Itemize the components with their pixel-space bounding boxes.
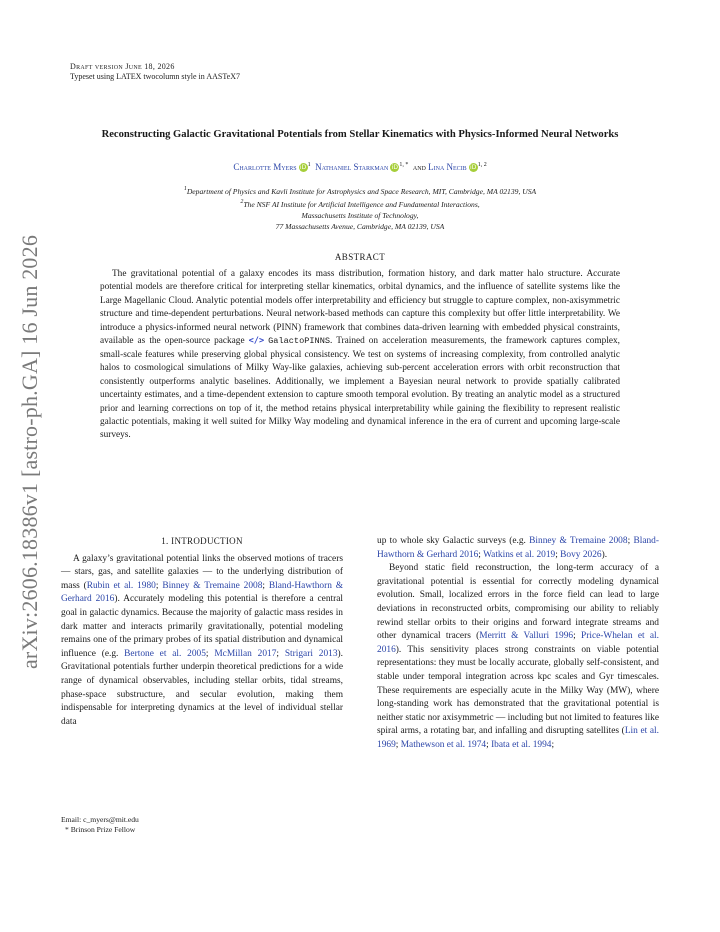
body-text: A galaxy’s gravitational potential links the observed motions of tracers — stars, gas, and satellite galaxies — to the underlying distribution of mass ( <box>61 553 343 591</box>
body-text: ; <box>555 549 561 560</box>
intro-paragraph-1 <box>61 553 343 730</box>
affiliation-1 <box>70 184 650 197</box>
affiliation-2-line3: 77 Massachusetts Avenue, Cambridge, MA 02139, USA <box>275 222 445 231</box>
body-text: ; <box>262 580 269 591</box>
body-text: ). This sensitivity places strong constraints on viable potential representations: they must be locally accurate, globally self-consistent, and stable under temporal integration across kpc scales and Gyr timescales. These requirements are especially acute in the Milky Way (MW), where long-standing work has demonstrated that the gravitational potential is neither static nor axisymmetric — including but not limited to features like spiral arms, a rotating bar, and infalling and disrupting satellites ( <box>377 644 659 737</box>
author-list <box>70 162 650 172</box>
body-text: ; <box>205 648 215 659</box>
citation-link[interactable]: Bovy 2026 <box>560 549 602 560</box>
body-text: ; <box>486 739 492 750</box>
draft-version-line: Draft version June 18, 2026 <box>70 62 175 71</box>
code-icon[interactable]: </> <box>248 336 265 347</box>
right-column <box>377 535 659 753</box>
citation-link[interactable]: Bland-Hawthorn & Gerhard 2016 <box>61 580 344 605</box>
citation-link[interactable]: McMillan 2017 <box>214 648 277 659</box>
author-affil-sup: 1, 2 <box>477 162 487 168</box>
body-text: ; <box>276 648 285 659</box>
abstract-body <box>100 268 620 443</box>
affiliation-text: The NSF AI Institute for Artificial Intelligence and Fundamental Interactions, <box>243 200 480 209</box>
citation-link[interactable]: Bland-Hawthorn & Gerhard 2016 <box>377 536 659 560</box>
affiliation-sup: 2 <box>240 199 244 205</box>
footnotes <box>61 815 343 835</box>
email-footnote: Email: c_myers@mit.edu <box>61 815 139 824</box>
affiliations <box>70 184 650 232</box>
citation-link[interactable]: Binney & Tremaine 2008 <box>529 536 628 546</box>
orcid-icon[interactable]: iD <box>299 164 307 171</box>
affiliation-2 <box>70 197 650 210</box>
body-text: ; <box>573 631 581 642</box>
citation-link[interactable]: Rubin et al. 1980 <box>86 580 156 591</box>
citation-link[interactable]: Lin et al. 1969 <box>377 726 659 750</box>
abstract-text: The gravitational potential of a galaxy encodes its mass distribution, formation history, and dark matter halo structure. Accurate potential models are therefore critical for interpreting stellar kinematics, orbital dynamics, and the influence of satellite systems like the Large Magellanic Cloud. Analytic potential models offer interpretability and efficiency but struggle to capture complex, non-axisymmetric structure and time-dependent perturbations. Neural network-based methods can capture this complexity but offer little interpretability. We introduce a physics-informed neural network (PINN) framework that combines data-driven learning with embedded physical constraints, available as the open-source package <box>100 269 620 347</box>
author-conjunction: and <box>412 162 426 172</box>
body-text: Beyond static field reconstruction, the long-term accuracy of a gravitational potential is essential for correctly modeling dynamical evolution. Small, localized errors in the force field can lead to large deviations in reconstructed orbits, compromising our ability to reliably rewind stellar orbits to their origins and forward integrate streams and other dynamical tracers ( <box>377 563 659 642</box>
body-text: ; <box>478 549 484 560</box>
orcid-icon[interactable]: iD <box>391 164 398 171</box>
fellow-footnote: * Brinson Prize Fellow <box>65 825 136 834</box>
citation-link[interactable]: Mathewson et al. 1974 <box>400 739 487 750</box>
intro-paragraph-1-continued <box>377 535 659 562</box>
package-link[interactable]: GalactoPINNS <box>268 336 331 347</box>
citation-link[interactable]: Merritt & Valluri 1996 <box>479 631 574 642</box>
paper-title: Reconstructing Galactic Gravitational Potentials from Stellar Kinematics with Physics-Informed Neural Networks <box>101 129 619 140</box>
citation-link[interactable]: Price-Whelan et al. 2016 <box>377 631 659 655</box>
body-text: ). Gravitational potentials further underpin theoretical predictions for a wide range of dynamical observables, including stellar orbits, tidal streams, phase-space substructure, and secular evolution, making them indispensable for interpreting dynamics at the level of individual stellar data <box>61 648 343 727</box>
body-text: ; <box>627 536 634 546</box>
arxiv-stamp <box>10 232 50 672</box>
body-text: ). Accurately modeling this potential is therefore a central goal in galactic dynamics. Because the majority of galactic mass resides in dark matter and interacts primarily gravitationally, potential modeling remains one of the primary probes of its spatial distribution and dynamical influence (e.g. <box>61 594 344 659</box>
author-name[interactable]: Lina Necib <box>428 162 467 172</box>
affiliation-2-line2: Massachusetts Institute of Technology, <box>301 211 419 220</box>
orcid-icon[interactable]: iD <box>470 164 477 171</box>
author-name[interactable]: Nathaniel Starkman <box>315 162 389 172</box>
author-name[interactable]: Charlotte Myers <box>233 162 297 172</box>
citation-link[interactable]: Binney & Tremaine 2008 <box>162 580 263 591</box>
author-affil-sup: 1 <box>307 162 311 168</box>
body-text: ). <box>601 549 608 560</box>
body-text: ; <box>395 739 401 750</box>
citation-link[interactable]: Bertone et al. 2005 <box>124 648 206 659</box>
abstract-heading: ABSTRACT <box>334 252 386 262</box>
affiliation-text: Department of Physics and Kavli Institute for Astrophysics and Space Research, MIT, Cambridge, MA 02139, USA <box>186 187 537 196</box>
body-text: ; <box>155 580 163 591</box>
affiliation-sup: 1 <box>183 186 187 192</box>
citation-link[interactable]: Watkins et al. 2019 <box>483 549 556 560</box>
body-text: ; <box>551 739 555 750</box>
running-header <box>70 62 240 82</box>
left-column <box>61 535 343 729</box>
abstract-text: . Trained on acceleration measurements, the framework captures complex, small-scale features while preserving global physical consistency. We test on systems of increasing complexity, from controlled analytic halos to cosmological simulations of Milky Way-like galaxies, achieving sub-percent acceleration errors with orbit reconstruction that consistently outperforms analytic baselines. Additionally, we implement a Bayesian neural network to provide spatially calibrated uncertainty estimates, and a time-dependent extension to capture smooth temporal evolution. By treating an analytic model as a structured prior and learning corrections on top of it, the method retains physical interpretability while gaining the flexibility to represent realistic galactic potentials, making it well suited for Milky Way modeling and dynamical inference in the era of current and upcoming large-scale surveys. <box>100 336 620 441</box>
citation-link[interactable]: Ibata et al. 1994 <box>491 739 552 750</box>
typeset-line: Typeset using LATEX twocolumn style in AASTeX7 <box>70 72 240 81</box>
arxiv-identifier: arXiv:2606.18386v1 [astro-ph.GA] 16 Jun 2026 <box>17 234 42 670</box>
author-affil-sup: 1, * <box>399 162 409 168</box>
citation-link[interactable]: Strigari 2013 <box>284 648 338 659</box>
intro-paragraph-2 <box>377 562 659 752</box>
body-text: up to whole sky Galactic surveys (e.g. <box>377 536 530 546</box>
section-heading: 1. INTRODUCTION <box>161 536 243 546</box>
